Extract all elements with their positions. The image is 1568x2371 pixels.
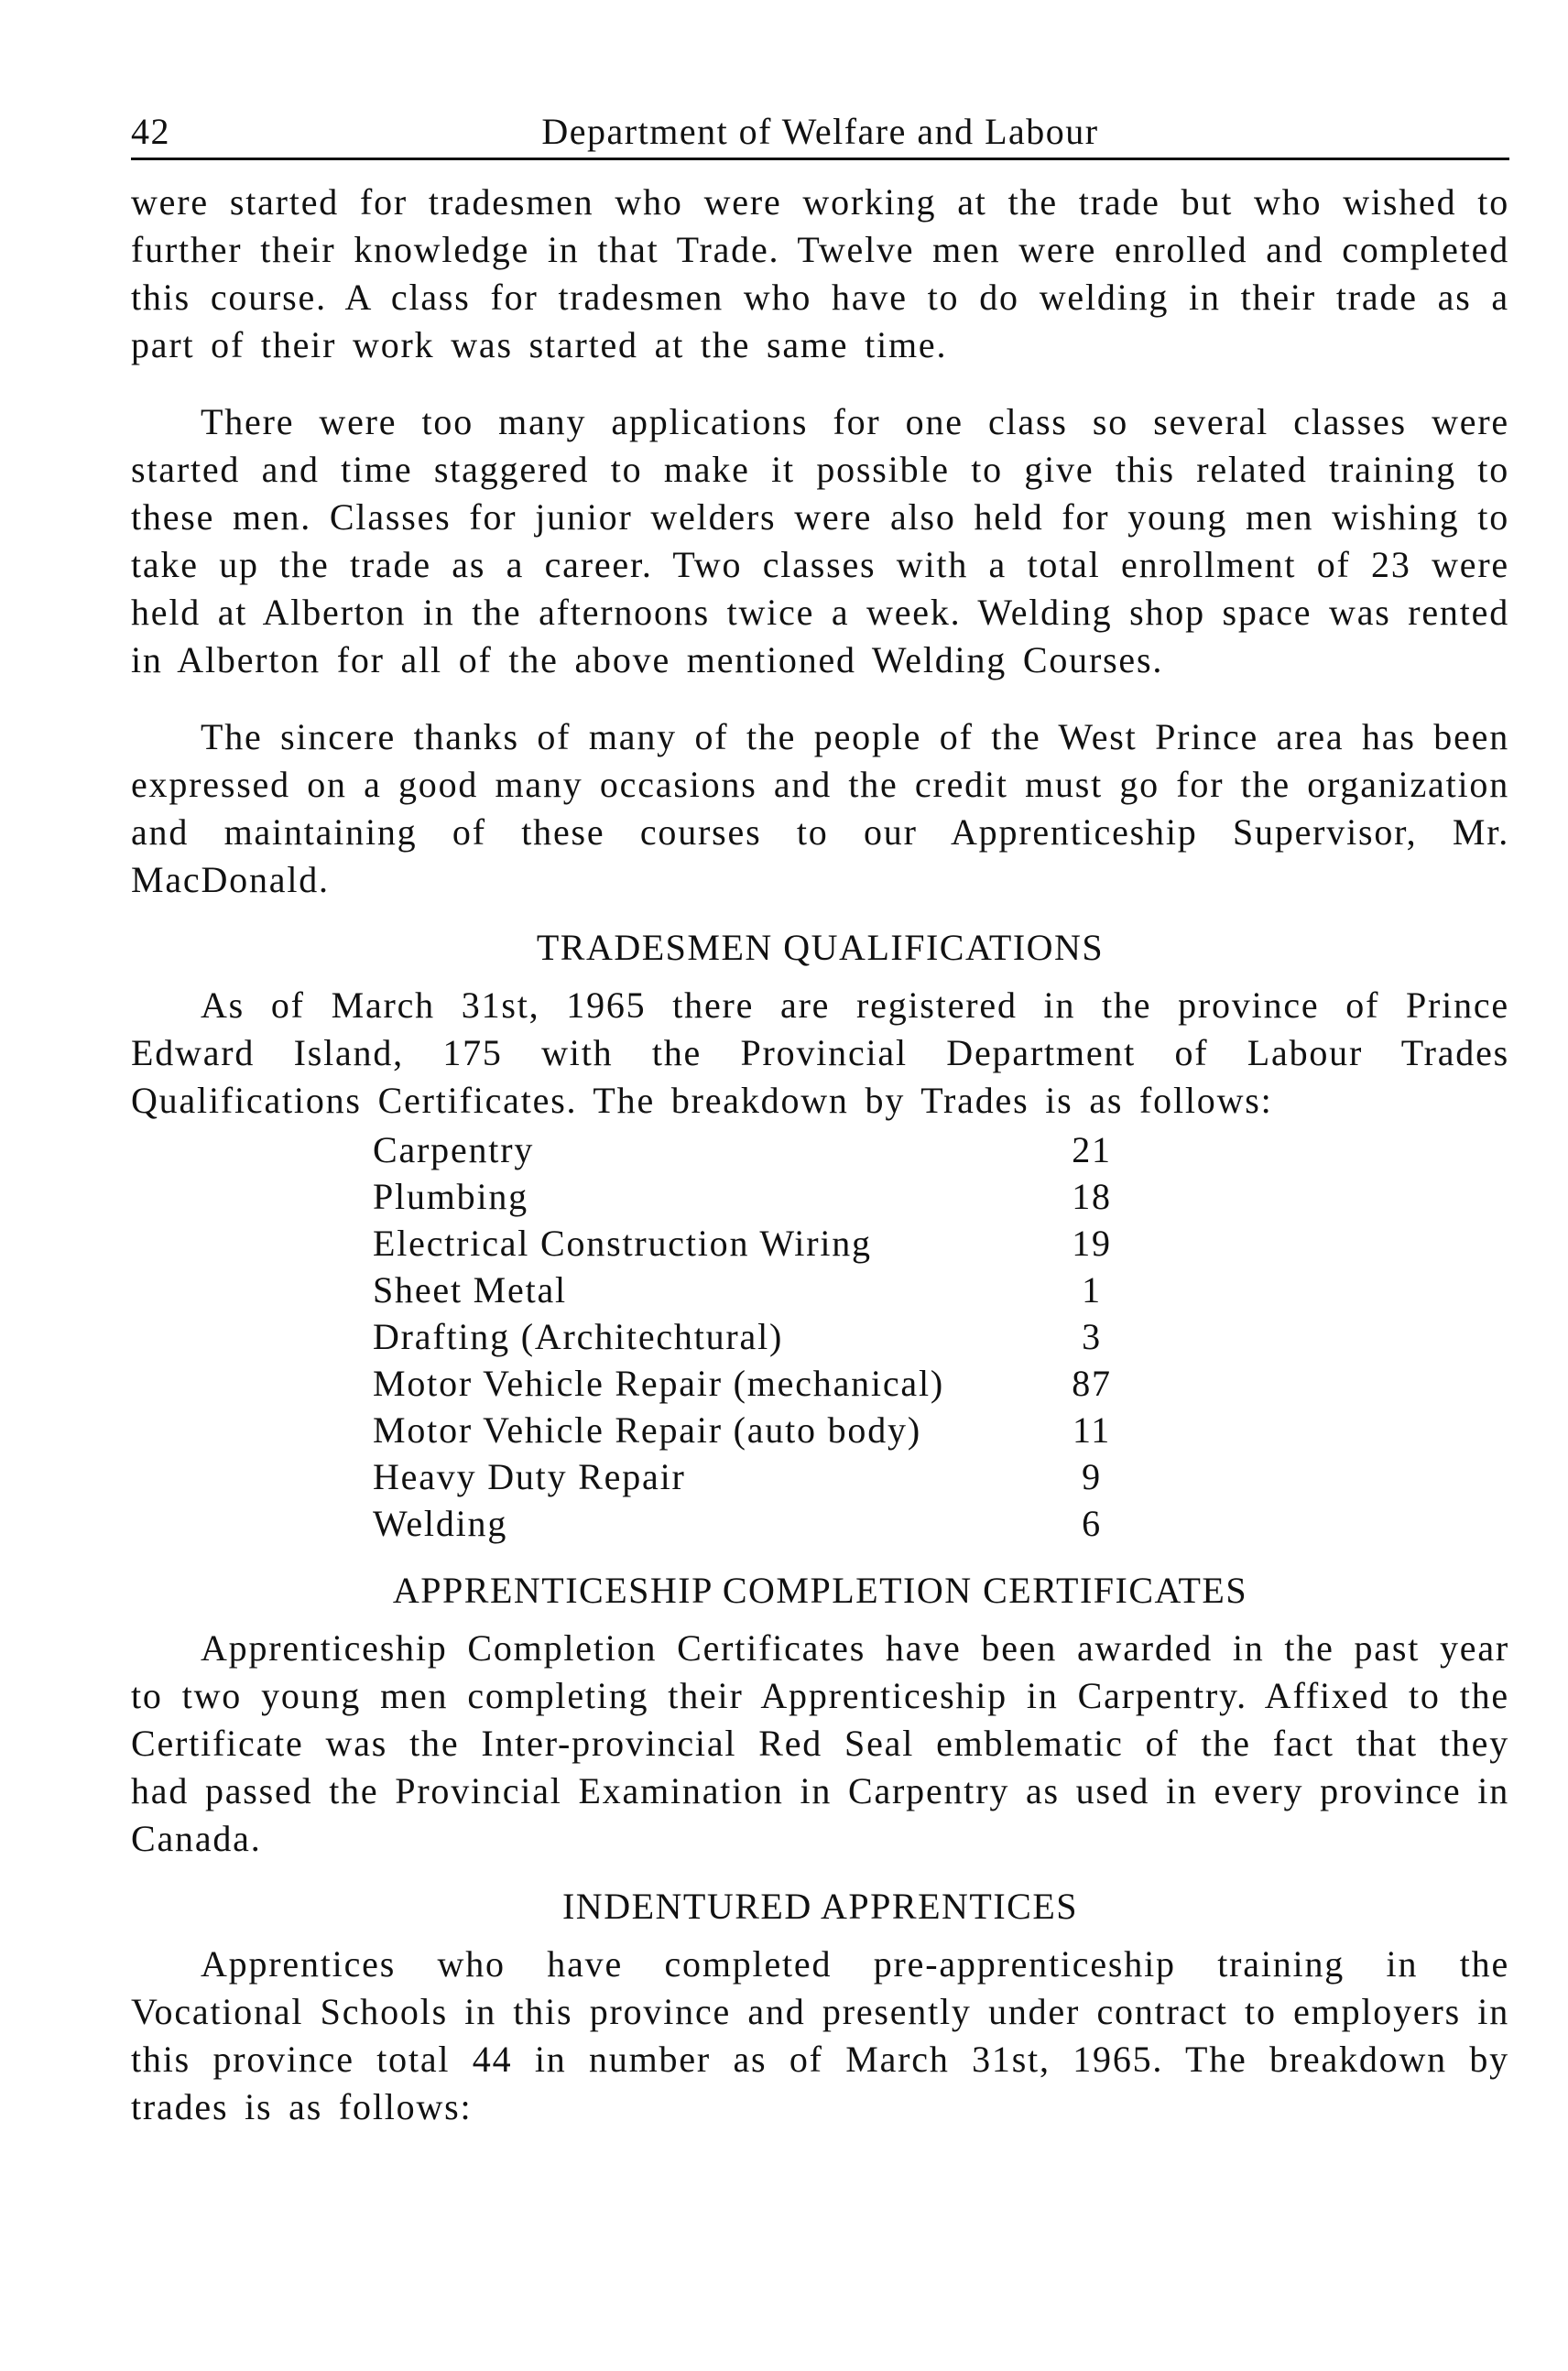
table-row — [373, 1407, 1124, 1453]
document-page — [131, 101, 1509, 2131]
trade-count: 87 — [1072, 1363, 1112, 1404]
table-row — [373, 1313, 1124, 1360]
trade-count: 6 — [1082, 1503, 1102, 1544]
trade-count: 19 — [1072, 1223, 1112, 1264]
trade-count: 18 — [1072, 1176, 1112, 1217]
trade-name: Motor Vehicle Repair (auto body) — [373, 1409, 921, 1451]
running-header — [131, 101, 1509, 160]
trade-name: Welding — [373, 1503, 508, 1544]
table-row — [373, 1500, 1124, 1547]
paragraph-completion-certificates: Apprenticeship Completion Certificates have been awarded in the past year to two young men completing their Apprenticeship in Carpentry. Affixed to the Certificate was the Inter-provincial Red Seal emblematic of the fact that they had passed the Provincial Examination in Carpentry as used in every province in Canada. — [131, 1627, 1509, 1859]
table-row — [373, 1126, 1124, 1173]
trade-count: 11 — [1072, 1409, 1112, 1451]
table-row — [373, 1267, 1124, 1313]
header-title: Department of Welfare and Labour — [541, 111, 1099, 152]
table-row — [373, 1220, 1124, 1267]
trade-count: 21 — [1072, 1129, 1112, 1170]
trade-name: Electrical Construction Wiring — [373, 1223, 872, 1264]
trade-count: 3 — [1082, 1316, 1102, 1357]
table-row — [373, 1360, 1124, 1407]
trade-count: 1 — [1082, 1269, 1102, 1311]
paragraph-welding-courses: were started for tradesmen who were working at the trade but who wished to further their knowledge in that Trade. Twelve men were enrolled and completed this course. A class for tradesmen who have to do welding in their trade as a part of their work was started at the same time. — [131, 181, 1509, 365]
paragraph-welding-classes: There were too many applications for one class so several classes were started and time staggered to make it possible to give this related training to these men. Classes for junior welders were also held for young men wishing to take up the trade as a career. Two classes with a total enrollment of 23 were held at Alberton in the afternoons twice a week. Welding shop space was rented in Alberton for all of the above mentioned Welding Courses. — [131, 401, 1509, 680]
trade-name: Sheet Metal — [373, 1269, 567, 1311]
trade-name: Heavy Duty Repair — [373, 1456, 686, 1497]
table-row — [373, 1173, 1124, 1220]
table-row — [373, 1453, 1124, 1500]
heading-apprenticeship-completion: APPRENTICESHIP COMPLETION CERTIFICATES — [392, 1570, 1248, 1611]
heading-indentured-apprentices: INDENTURED APPRENTICES — [561, 1886, 1079, 1927]
trade-name: Drafting (Architechtural) — [373, 1316, 784, 1357]
trade-name: Carpentry — [373, 1129, 535, 1170]
page-number: 42 — [131, 111, 170, 152]
paragraph-indentured-apprentices: Apprentices who have completed pre-apprenticeship training in the Vocational Schools in this province and presently under contract to employers in this province total 44 in number as of March 31st, 1965. The breakdown by trades is as follows: — [131, 1943, 1509, 2127]
paragraph-qualifications: As of March 31st, 1965 there are registered in the province of Prince Edward Island, 175 with the Provincial Department of Labour Trades Qualifications Certificates. The breakdown by Trades is as follows: — [131, 984, 1509, 1121]
trade-name: Plumbing — [373, 1176, 528, 1217]
paragraph-thanks: The sincere thanks of many of the people of the West Prince area has been expressed on a good many occasions and the credit must go for the organization and maintaining of these courses to our Apprenticeship Supervisor, Mr. MacDonald. — [131, 716, 1509, 900]
trade-count: 9 — [1082, 1456, 1102, 1497]
trade-name: Motor Vehicle Repair (mechanical) — [373, 1363, 944, 1404]
trades-breakdown-table — [373, 1126, 1124, 1547]
heading-tradesmen-qualifications: TRADESMEN QUALIFICATIONS — [536, 927, 1105, 968]
